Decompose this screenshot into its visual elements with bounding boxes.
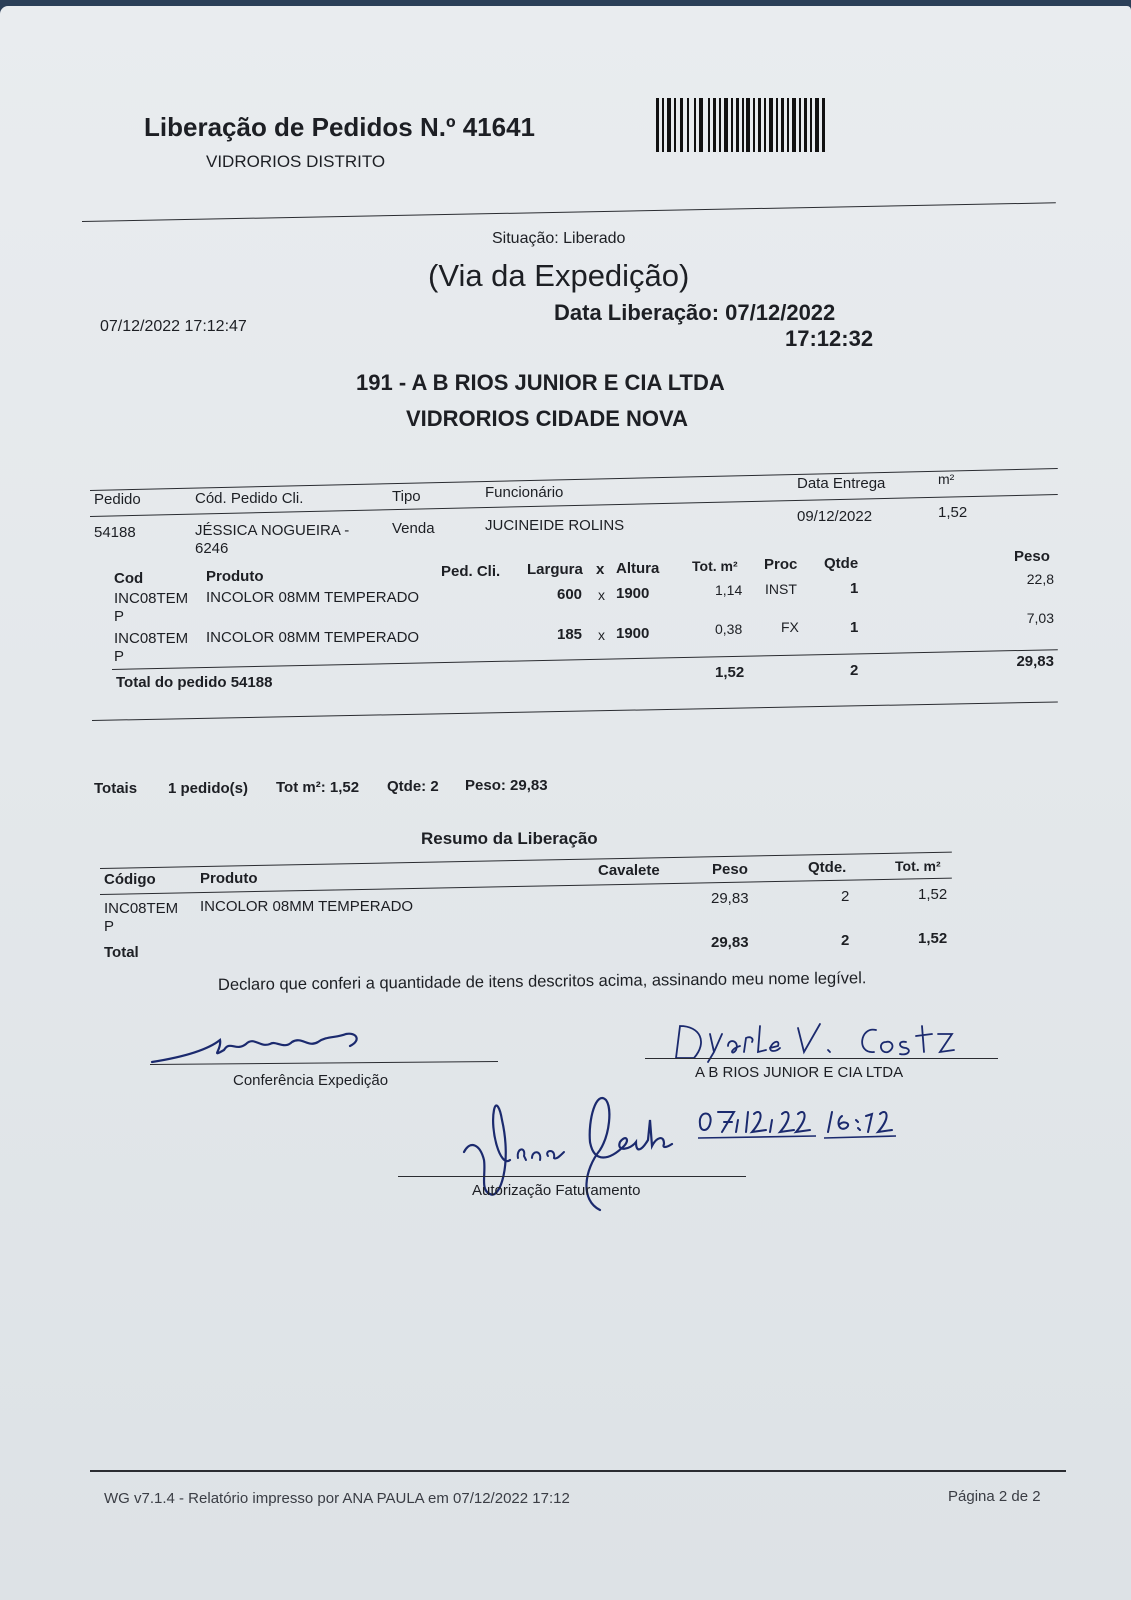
item-peso: 22,8: [1026, 571, 1054, 587]
totals-pedidos: 1 pedido(s): [168, 780, 249, 797]
cod-cli-line2: 6246: [195, 540, 229, 557]
summary-codigo: INC08TEM: [104, 900, 179, 917]
col-tot-m2: Tot. m²: [692, 558, 738, 574]
item-qtde: 1: [850, 619, 859, 636]
summary-title: Resumo da Liberação: [421, 829, 598, 848]
col-data-entrega: Data Entrega: [797, 475, 886, 492]
signature-line-client: [645, 1058, 998, 1059]
summary-produto: INCOLOR 08MM TEMPERADO: [200, 898, 414, 915]
m2-value: 1,52: [938, 504, 968, 521]
order-bottom-line: [92, 701, 1058, 721]
col-ped-cli: Ped. Cli.: [441, 563, 501, 580]
item-proc: FX: [781, 619, 799, 635]
signature-conferencia-icon: [150, 1026, 380, 1066]
handwritten-date-icon: [696, 1102, 956, 1146]
item-largura: 185: [557, 626, 583, 643]
item-x: x: [598, 627, 605, 643]
footer-line: [90, 1470, 1066, 1472]
col-cavalete: Cavalete: [598, 862, 660, 879]
col-pedido: Pedido: [94, 491, 141, 508]
item-altura: 1900: [616, 585, 650, 602]
totals-m2: Tot m²: 1,52: [276, 779, 360, 796]
item-tot-m2: 1,14: [715, 582, 743, 598]
barcode-icon: [656, 96, 831, 154]
order-total-label: Total do pedido 54188: [116, 674, 273, 691]
col-peso-summary: Peso: [712, 861, 748, 878]
summary-codigo-cont: P: [104, 918, 115, 935]
item-tot-m2: 0,38: [715, 621, 743, 637]
declaration-text: Declaro que conferi a quantidade de itens descritos acima, assinando meu nome legível.: [217, 969, 867, 994]
col-produto: Produto: [206, 568, 264, 585]
totals-label: Totais: [94, 780, 138, 797]
footer-page-number: Página 2 de 2: [948, 1488, 1041, 1505]
signature-line-autorizacao: [398, 1176, 746, 1177]
summary-peso: 29,83: [711, 890, 749, 907]
summary-total-label: Total: [104, 944, 139, 961]
item-produto: INCOLOR 08MM TEMPERADO: [206, 629, 420, 646]
data-entrega-value: 09/12/2022: [797, 508, 873, 525]
totals-peso: Peso: 29,83: [465, 777, 548, 794]
col-proc: Proc: [764, 556, 798, 573]
summary-total-m2: 1,52: [918, 930, 948, 947]
order-total-peso: 29,83: [1016, 653, 1054, 670]
signature-autorizacao-icon: [460, 1090, 700, 1226]
col-codigo: Código: [104, 871, 156, 888]
release-date: Data Liberação: 07/12/2022: [554, 300, 836, 325]
document-title: Liberação de Pedidos N.º 41641: [144, 112, 535, 142]
item-largura: 600: [557, 586, 583, 603]
item-altura: 1900: [616, 625, 650, 642]
col-cod: Cod: [114, 570, 144, 587]
items-total-line: [112, 649, 1058, 670]
tipo-value: Venda: [392, 520, 435, 537]
signature-label-autorizacao: Autorização Faturamento: [472, 1182, 641, 1199]
item-cod-cont: P: [114, 648, 125, 665]
item-peso: 7,03: [1026, 610, 1054, 626]
col-altura: Altura: [616, 560, 660, 577]
item-qtde: 1: [850, 580, 859, 597]
item-cod-cont: P: [114, 608, 125, 625]
signature-label-conferencia: Conferência Expedição: [233, 1072, 389, 1089]
pedido-number: 54188: [94, 524, 136, 541]
col-largura: Largura: [527, 561, 583, 578]
order-total-m2: 1,52: [715, 664, 745, 681]
item-cod: INC08TEM: [114, 590, 189, 607]
document-page: [0, 6, 1131, 1600]
col-x: x: [596, 561, 605, 578]
order-top-line: [90, 468, 1058, 491]
col-tot-m2-summary: Tot. m²: [895, 858, 941, 874]
summary-qtde: 2: [841, 888, 850, 905]
totals-qtde: Qtde: 2: [387, 778, 439, 795]
col-cod-pedido-cli: Cód. Pedido Cli.: [195, 490, 304, 507]
printed-timestamp: 07/12/2022 17:12:47: [100, 318, 247, 335]
signature-label-client: A B RIOS JUNIOR E CIA LTDA: [695, 1064, 904, 1081]
client-store: VIDRORIOS CIDADE NOVA: [406, 406, 688, 431]
col-peso: Peso: [1014, 548, 1050, 565]
funcionario-value: JUCINEIDE ROLINS: [485, 517, 625, 534]
item-proc: INST: [765, 581, 797, 597]
footer-printed-by: WG v7.1.4 - Relatório impresso por ANA PAULA em 07/12/2022 17:12: [104, 1490, 570, 1507]
item-x: x: [598, 587, 605, 603]
copy-label: (Via da Expedição): [428, 258, 690, 293]
company-name: VIDRORIOS DISTRITO: [206, 152, 386, 171]
col-funcionario: Funcionário: [485, 484, 564, 501]
col-qtde-summary: Qtde.: [808, 859, 847, 876]
order-total-qtde: 2: [850, 662, 859, 679]
item-produto: INCOLOR 08MM TEMPERADO: [206, 589, 420, 606]
col-qtde: Qtde: [824, 555, 859, 572]
summary-tot-m2: 1,52: [918, 886, 948, 903]
summary-total-qtde: 2: [841, 932, 850, 949]
item-cod: INC08TEM: [114, 630, 189, 647]
cod-cli-line1: JÉSSICA NOGUEIRA -: [195, 522, 350, 539]
header-divider: [82, 202, 1056, 222]
col-m2: m²: [938, 471, 955, 487]
col-tipo: Tipo: [392, 488, 421, 505]
col-produto-summary: Produto: [200, 870, 258, 887]
status-text: Situação: Liberado: [492, 230, 626, 247]
client-name: 191 - A B RIOS JUNIOR E CIA LTDA: [356, 370, 725, 395]
release-time: 17:12:32: [785, 326, 874, 351]
summary-total-peso: 29,83: [711, 934, 749, 951]
